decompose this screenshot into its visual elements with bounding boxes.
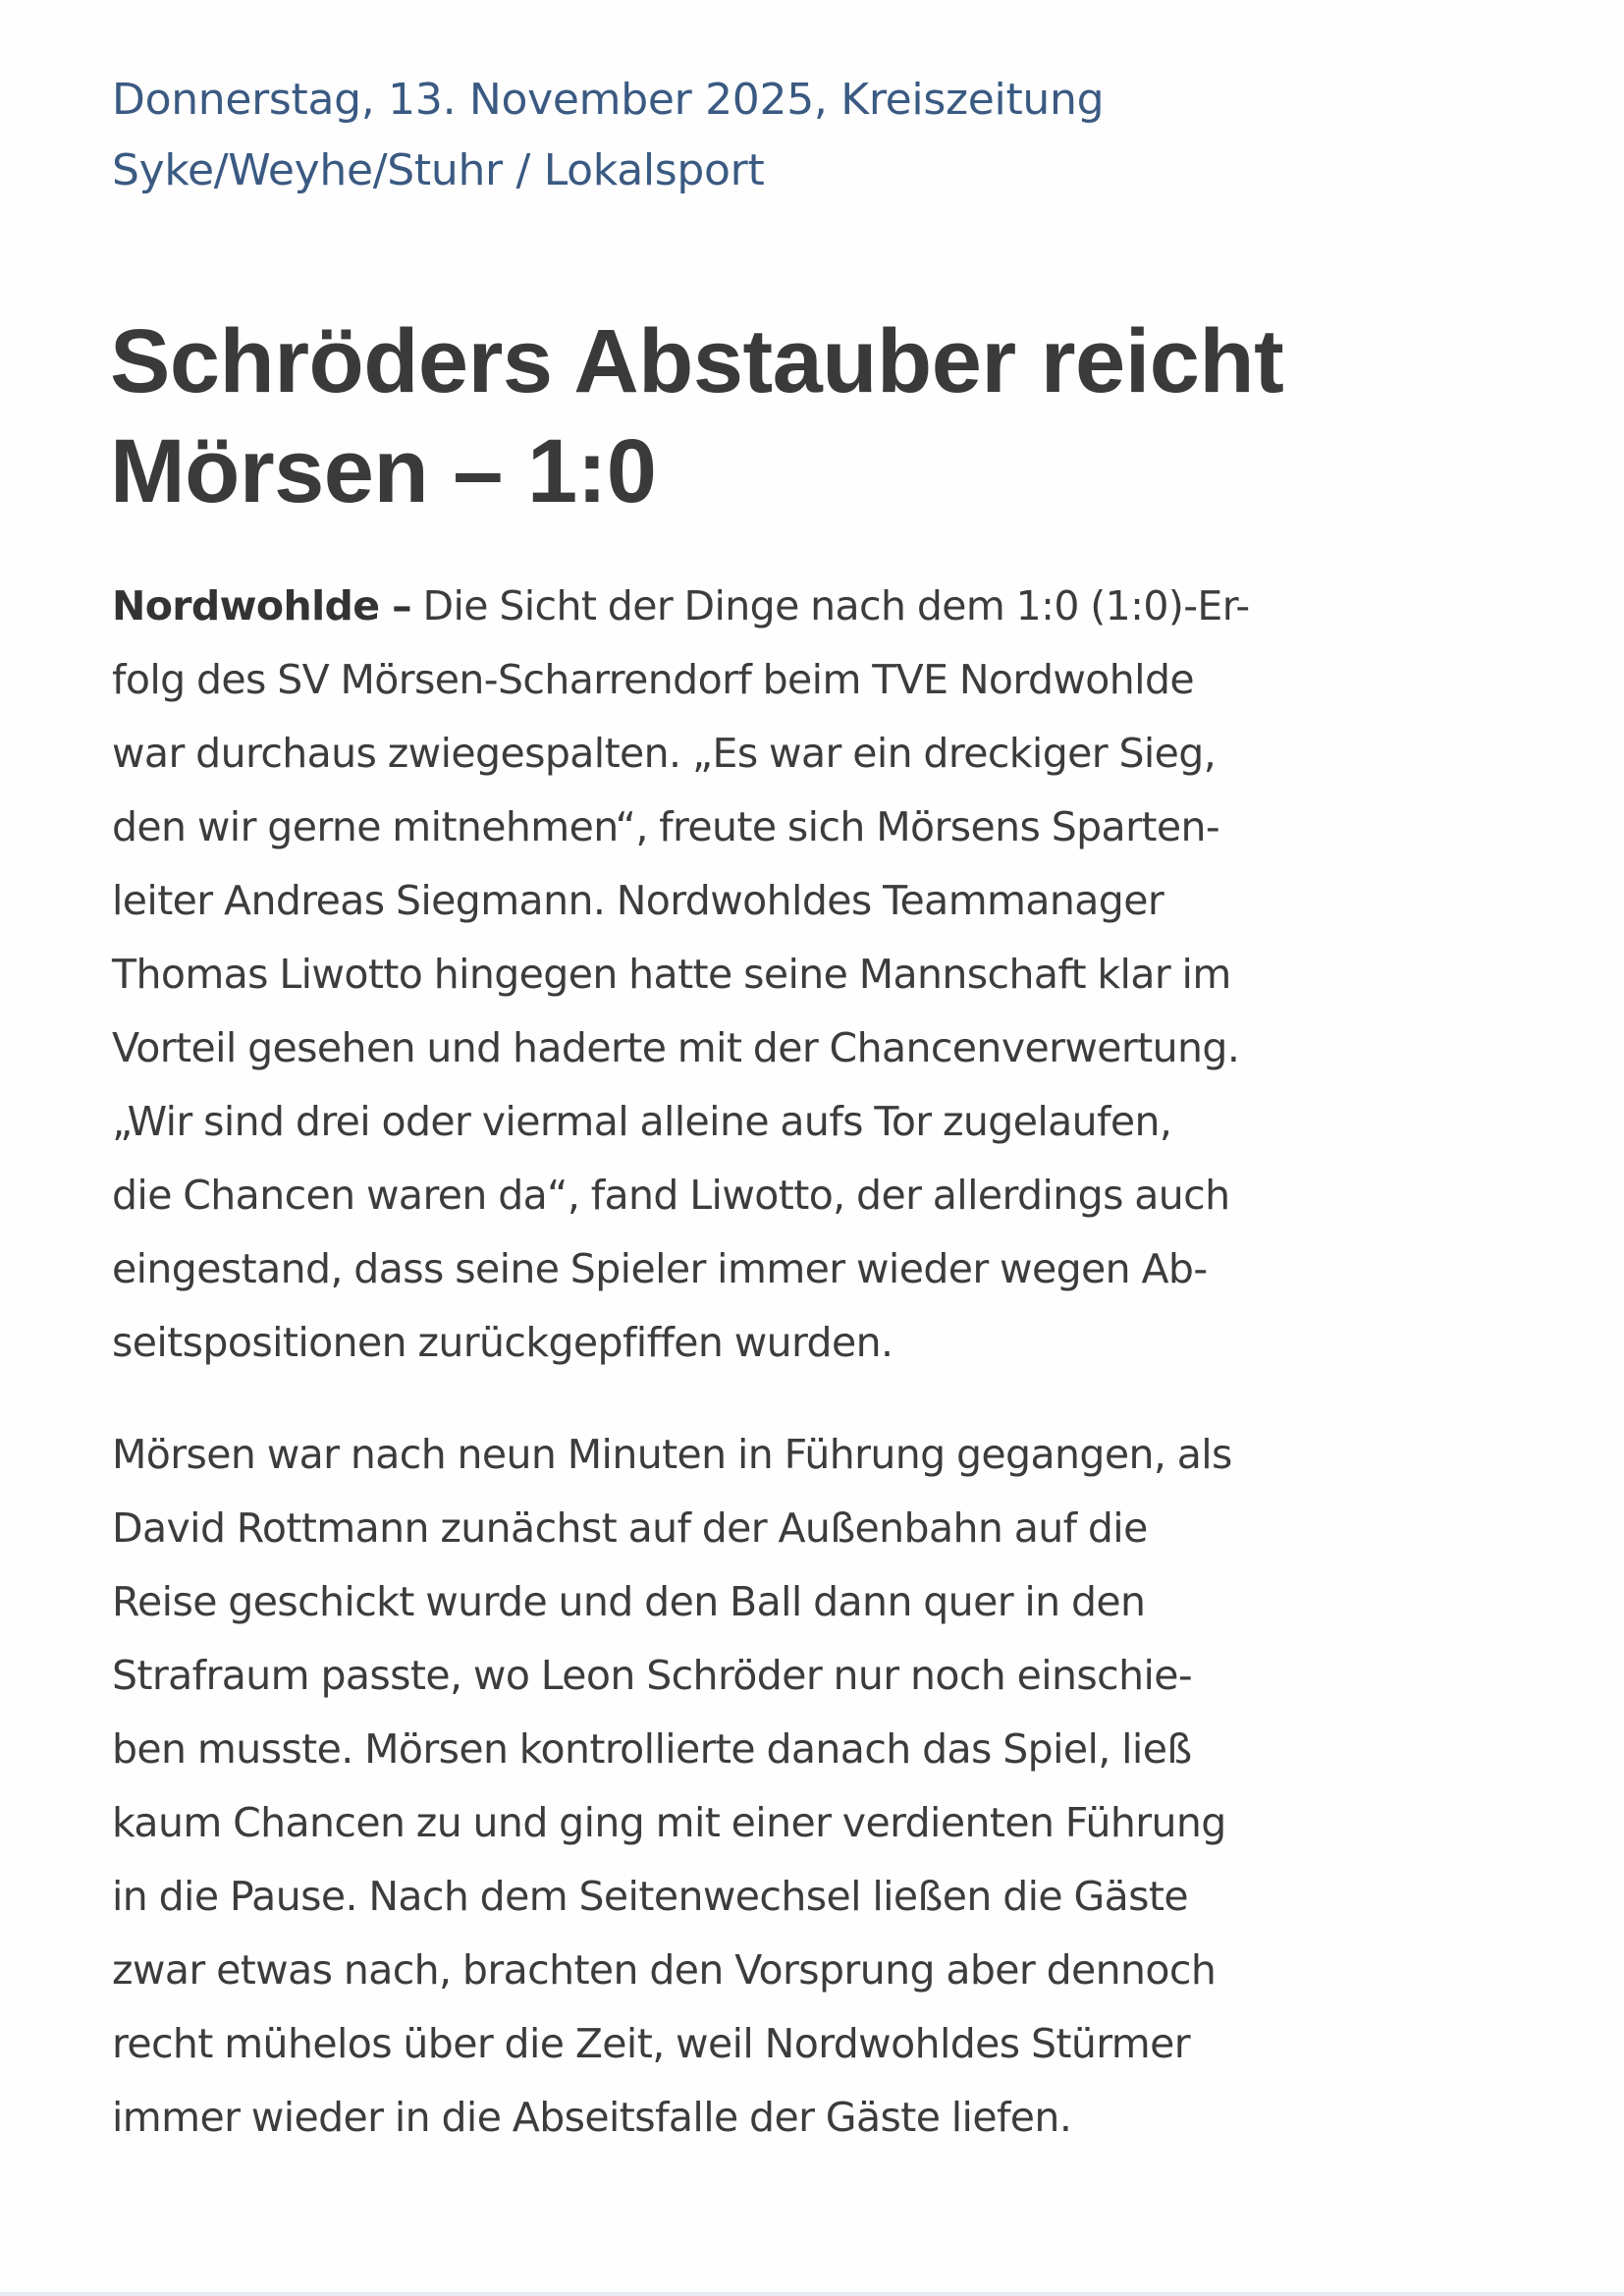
dateline: [112, 65, 1506, 206]
paragraph-line: den wir gerne mitnehmen“, freute sich Mörsens Sparten-: [112, 803, 1220, 850]
headline: [110, 306, 1524, 526]
paragraph-line: seitspositionen zurückgepfiffen wurden.: [112, 1319, 893, 1366]
paragraph-line: eingestand, dass seine Spieler immer wieder wegen Ab-: [112, 1245, 1208, 1292]
paragraph-line: zwar etwas nach, brachten den Vorsprung aber dennoch: [112, 1946, 1217, 1994]
paragraph-line: David Rottmann zunächst auf der Außenbahn auf die: [112, 1504, 1148, 1552]
dateline-section: Syke/Weyhe/Stuhr / Lokalsport: [112, 145, 765, 195]
paragraph-line: war durchaus zwiegespalten. „Es war ein dreckiger Sieg,: [112, 730, 1217, 777]
dateline-date-publication: Donnerstag, 13. November 2025, Kreiszeitung: [112, 75, 1105, 125]
paragraph-line: kaum Chancen zu und ging mit einer verdienten Führung: [112, 1799, 1226, 1846]
paragraph-line: ben musste. Mörsen kontrollierte danach das Spiel, ließ: [112, 1725, 1192, 1773]
paragraph-line: [112, 570, 1526, 643]
paragraph-line: immer wieder in die Abseitsfalle der Gäste liefen.: [112, 2094, 1072, 2141]
paragraph-line: leiter Andreas Siegmann. Nordwohldes Teammanager: [112, 877, 1164, 924]
paragraph-line: die Chancen waren da“, fand Liwotto, der allerdings auch: [112, 1172, 1230, 1219]
paragraph-line: folg des SV Mörsen-Scharrendorf beim TVE Nordwohlde: [112, 656, 1195, 703]
article-paragraph-1: [112, 570, 1526, 1380]
article-lead-location: Nordwohlde –: [112, 582, 412, 629]
article-paragraph-2: [112, 1418, 1526, 2155]
paragraph-line: „Wir sind drei oder viermal alleine aufs Tor zugelaufen,: [112, 1098, 1172, 1145]
paragraph-line: Vorteil gesehen und haderte mit der Chancenverwertung.: [112, 1024, 1240, 1071]
paragraph-line: Reise geschickt wurde und den Ball dann quer in den: [112, 1578, 1146, 1625]
paragraph-line: Thomas Liwotto hingegen hatte seine Mannschaft klar im: [112, 951, 1231, 998]
paragraph-line: Mörsen war nach neun Minuten in Führung gegangen, als: [112, 1431, 1232, 1478]
paragraph-line-text: Die Sicht der Dinge nach dem 1:0 (1:0)-Er-: [411, 582, 1250, 629]
paragraph-line: Strafraum passte, wo Leon Schröder nur noch einschie-: [112, 1652, 1193, 1699]
scan-edge-divider: [0, 2292, 1624, 2296]
headline-line-1: Schröders Abstauber reicht: [110, 311, 1284, 411]
paragraph-line: in die Pause. Nach dem Seitenwechsel ließen die Gäste: [112, 1873, 1189, 1920]
paragraph-line: recht mühelos über die Zeit, weil Nordwohldes Stürmer: [112, 2020, 1191, 2067]
headline-line-2: Mörsen – 1:0: [110, 421, 657, 521]
